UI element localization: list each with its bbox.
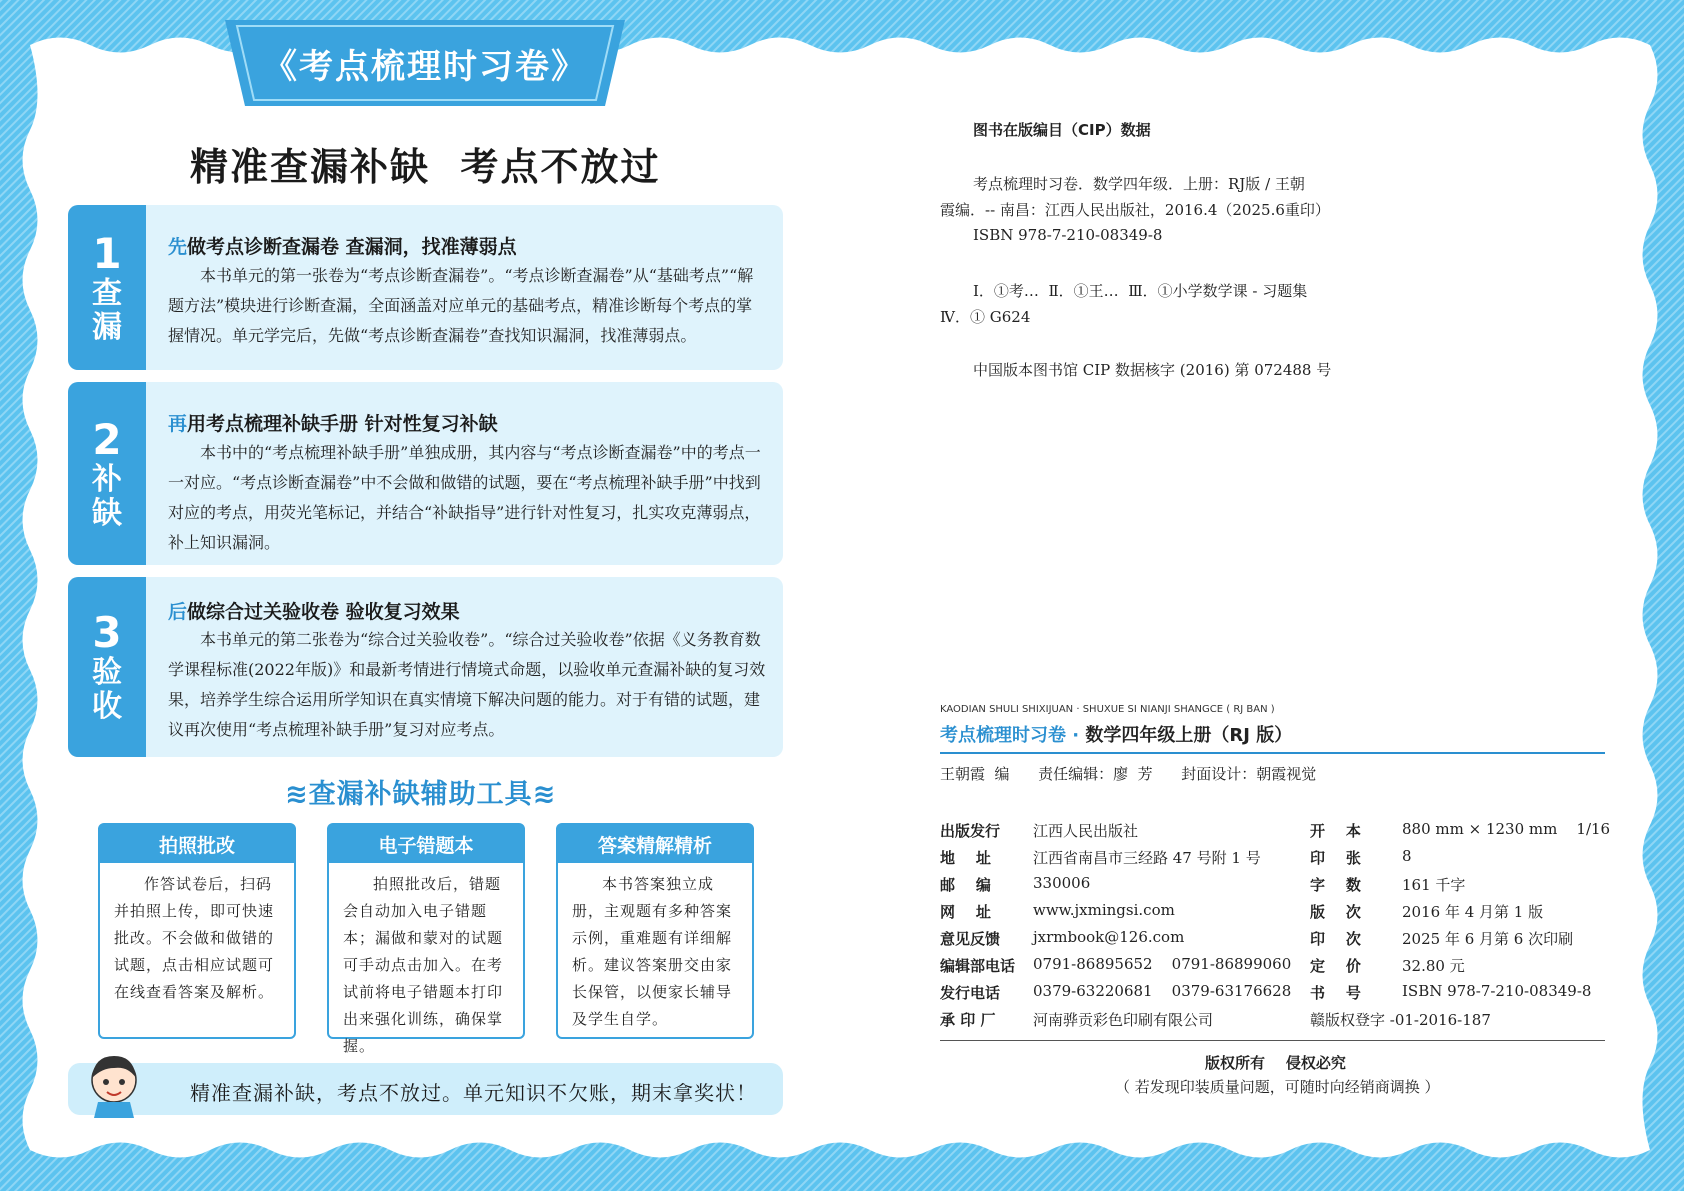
tool-card-title: 电子错题本 [329,825,523,863]
quality-notice: （ 若发现印装质量问题，可随时向经销商调换 ） [1115,1078,1440,1096]
step-title [168,597,460,624]
info-key: 编辑部电话 [940,957,1016,975]
credits-line: 王朝霞 编 责任编辑：廖 芳 封面设计：朝霞视觉 [940,765,1317,783]
info-value: 江西人民出版社 [1033,822,1139,840]
info-key: 字 数 [1310,876,1361,894]
info-value: 880 mm × 1230 mm 1/16 [1402,820,1611,838]
step-label-char: 补 [92,461,122,497]
book-title-series: 考点梳理时习卷 · [940,725,1080,746]
info-value: 161 千字 [1402,876,1466,894]
step-label-char: 收 [92,689,122,724]
cip-number: 中国版本图书馆 CIP 数据核字 (2016) 第 072488 号 [973,361,1332,379]
tool-card-body: 作答试卷后，扫码并拍照上传，即可快速批改。不会做和做错的试题，点击相应试题可在线查看答案及解析。 [114,875,275,1001]
info-key: 书 号 [1310,984,1361,1002]
book-title-subject: 数学四年级上册（RJ 版） [1079,725,1293,746]
book-title [940,721,1292,747]
step-label-char: 漏 [92,309,122,345]
info-key: 承 印 厂 [940,1011,996,1029]
info-key: 印 张 [1310,849,1361,867]
step-title [168,232,517,259]
info-value: 0379-63220681 0379-63176628 [1033,982,1292,1000]
step-title-lead: 再 [168,413,188,435]
step-title-lead: 后 [168,601,188,623]
info-value: 8 [1402,847,1412,865]
info-key: 意见反馈 [940,930,1001,948]
step-label-char: 缺 [92,495,122,531]
info-value: 河南骅贡彩色印刷有限公司 [1033,1011,1214,1029]
copyright-divider [940,1040,1605,1041]
tool-card-error-book [327,823,525,1055]
book-title-pinyin: KAODIAN SHULI SHIXIJUAN · SHUXUE SI NIANJI SHANGCE ( RJ BAN ) [940,704,1275,715]
info-value: 2016 年 4 月第 1 版 [1402,903,1544,921]
tool-card-body: 本书答案独立成册，主观题有多种答案示例，重难题有详细解析。建议答案册交由家长保管，以便家长辅导及学生自学。 [572,875,733,1028]
title-divider [940,752,1605,754]
step-2-tab [68,382,146,565]
step-number: 1 [92,228,122,278]
series-title-banner: 《考点梳理时习卷》 [263,46,587,87]
info-key: 地 址 [940,849,991,867]
step-3-card [68,577,783,757]
cip-line: 考点梳理时习卷．数学四年级．上册：RJ版 / 王朝 [973,175,1305,193]
step-1-card [68,205,783,370]
info-value: www.jxmingsi.com [1033,901,1175,919]
cip-line: 霞编．-- 南昌：江西人民出版社，2016.4（2025.6重印） [940,201,1330,219]
step-number: 3 [92,608,122,657]
info-value: ISBN 978-7-210-08349-8 [1402,982,1592,1000]
step-label-char: 验 [92,655,122,690]
info-value: 32.80 元 [1402,957,1465,975]
tool-card-photo-grading [98,823,296,1039]
step-body: 本书单元的第一张卷为“考点诊断查漏卷”。“考点诊断查漏卷”从“基础考点”“解题方法”模块进行诊断查漏，全面涵盖对应单元的基础考点，精准诊断每个考点的掌握情况。单元学完后，先做“考点诊断查漏卷”查找知识漏洞，找准薄弱点。 [168,266,754,345]
tool-card-body: 拍照批改后，错题会自动加入电子错题本；漏做和蒙对的试题可手动点击加入。在考试前将电子错题本打印出来强化训练，确保掌握。 [343,875,504,1055]
step-body: 本书中的“考点梳理补缺手册”单独成册，其内容与“考点诊断查漏卷”中的考点一一对应。“考点诊断查漏卷”中不会做和做错的试题，要在“考点梳理补缺手册”中找到对应的考点，用荧光笔标记，并结合“补缺指导”进行针对性复习，扎实攻克薄弱点，补上知识漏洞。 [168,443,761,552]
tool-card-answer-key [556,823,754,1039]
step-title-text: 用考点梳理补缺手册 针对性复习补缺 [187,413,498,435]
step-number: 2 [92,414,122,464]
cip-heading: 图书在版编目（CIP）数据 [973,121,1151,139]
classification-line: Ⅰ．①考… Ⅱ．①王… Ⅲ．①小学数学课 - 习题集 [973,282,1308,300]
info-key: 邮 编 [940,876,991,894]
step-title-lead: 先 [168,236,188,258]
footer-slogan: 精准查漏补缺，考点不放过。单元知识不欠账，期末拿奖状！ [190,1081,757,1105]
step-title-text: 做综合过关验收卷 验收复习效果 [187,601,460,623]
copyright-notice: 版权所有 侵权必究 [1205,1054,1346,1072]
tool-card-title: 拍照批改 [100,825,294,863]
step-3-tab [68,577,146,757]
info-value: 0791-86895652 0791-86899060 [1033,955,1292,973]
student-mascot-icon [84,1050,144,1118]
step-body: 本书单元的第二张卷为“综合过关验收卷”。“综合过关验收卷”依据《义务教育数学课程标准(2022年版)》和最新考情进行情境式命题，以验收单元查漏补缺的复习效果，培养学生综合运用所学知识在真实情境下解决问题的能力。对于有错的试题，建议再次使用“考点梳理补缺手册”复习对应考点。 [168,630,766,739]
step-title-text: 做考点诊断查漏卷 查漏洞，找准薄弱点 [187,236,517,258]
cip-line: ISBN 978-7-210-08349-8 [973,226,1163,244]
classification-line: Ⅳ．① G624 [940,308,1031,326]
tool-card-title: 答案精解精析 [558,825,752,863]
tools-section-title: ≋查漏补缺辅助工具≋ [285,779,557,810]
step-1-tab [68,205,146,370]
info-key: 网 址 [940,903,991,921]
info-value: jxrmbook@126.com [1033,928,1185,946]
info-value: 赣版权登字 -01-2016-187 [1310,1011,1491,1029]
info-key: 出版发行 [940,822,1001,840]
info-value: 330006 [1033,874,1091,892]
info-key: 发行电话 [940,984,1001,1002]
info-key: 定 价 [1310,957,1361,975]
main-slogan: 精准查漏补缺 考点不放过 [190,145,661,189]
info-value: 江西省南昌市三经路 47 号附 1 号 [1033,849,1261,867]
info-key: 版 次 [1310,903,1361,921]
step-title [168,409,498,436]
info-key: 印 次 [1310,930,1361,948]
step-2-card [68,382,783,565]
info-value: 2025 年 6 月第 6 次印刷 [1402,930,1574,948]
info-key: 开 本 [1310,822,1361,840]
step-label-char: 查 [92,275,122,311]
